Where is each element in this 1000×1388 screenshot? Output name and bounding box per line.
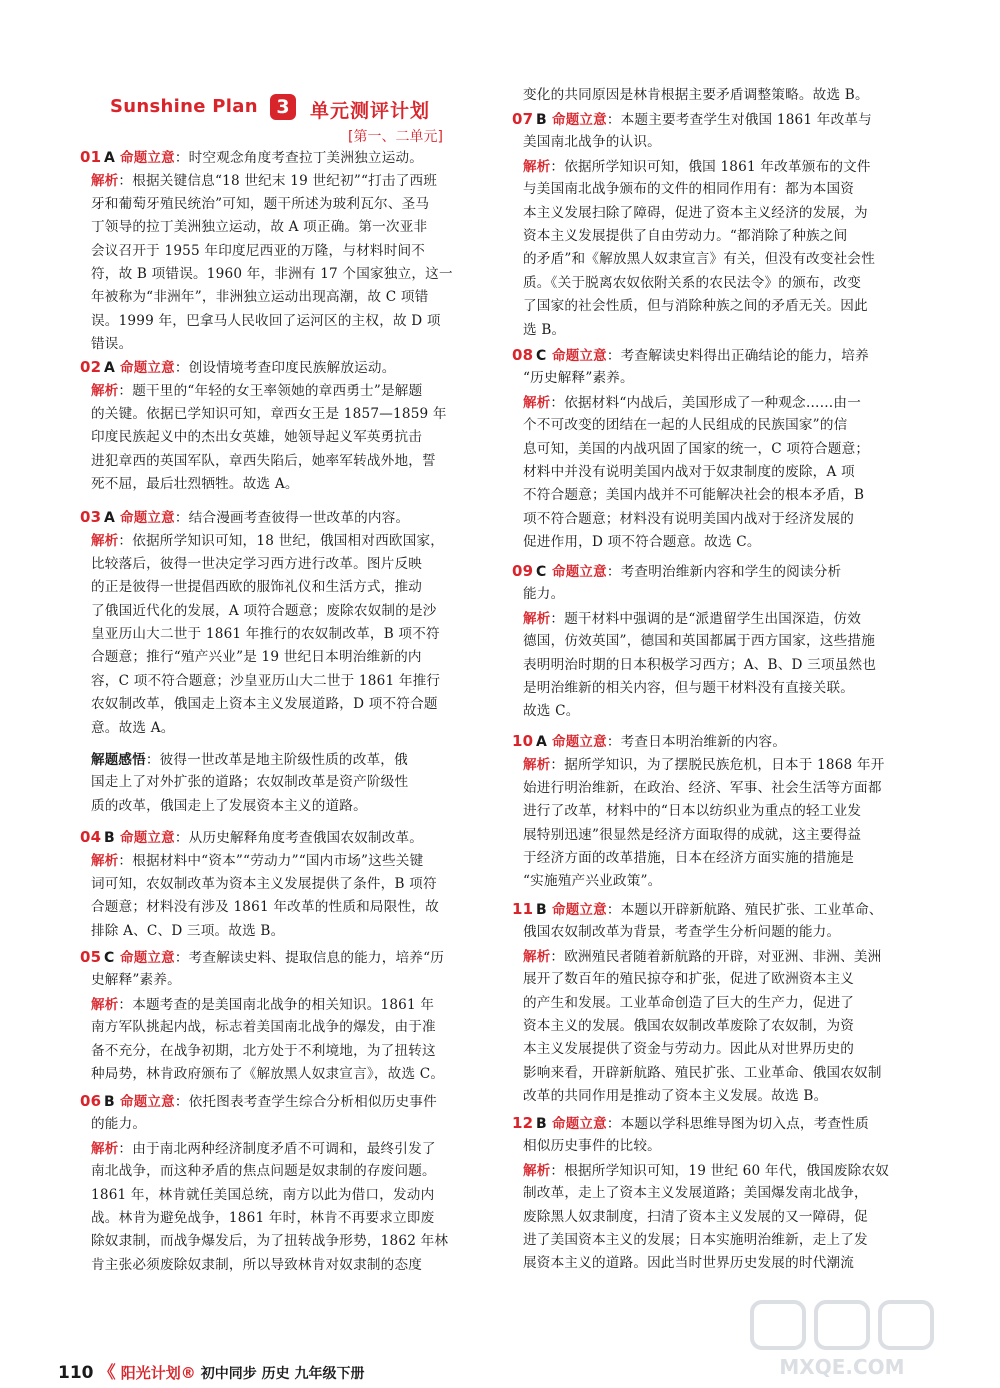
brand-name: 阳光计划® [120,1364,196,1382]
text-line [80,146,480,169]
topic-label: 命题立意 [552,734,607,750]
answer-letter: B [536,1116,547,1132]
text-line [512,607,940,630]
topic-text: 创设情境考查印度民族解放运动。 [188,360,396,376]
analysis-text: 德国，仿效英国”，德国和英国都属于西方国家，这些措施 [523,633,875,650]
topic-text: 考查明治维新内容和学生的阅读分析 [620,564,842,580]
question-item [512,344,940,555]
banner-title-cn: 单元测评计划 [310,100,431,122]
text-line [80,1160,480,1183]
analysis-text: 选 B。 [523,321,566,338]
insight-text: 彼得一世改革是地主阶级性质的改革，俄 [159,751,408,768]
text-line [80,600,480,623]
analysis-text: 依据材料“内战后，美国形成了一种观念……由一 [564,394,862,411]
text-line [512,225,940,248]
topic-label: 命题立意 [120,510,175,526]
analysis-text: 比较落后，彼得一世决定学习西方进行改革。图片反映 [91,555,423,572]
analysis-text: 展特别迅速”很显然是经济方面取得的成就，这主要得益 [523,826,862,843]
analysis-label: 解析 [91,383,119,400]
label-colon: ： [174,1094,189,1110]
analysis-text: 本主义发展扫除了障碍，促进了资本主义经济的发展，为 [523,204,868,221]
topic-label: 命题立意 [120,830,175,846]
analysis-text: 质。《关于脱离农奴依附关系的农民法令》的颁布，改变 [523,274,862,291]
text-line [80,240,480,263]
question-item [512,898,940,1109]
question-number: 05 [80,948,102,966]
text-line [512,753,940,776]
question-item [512,84,940,107]
analysis-text: 项不符合题意；材料没有说明美国内战对于经济发展的 [523,510,855,527]
analysis-text: 丁领导的拉丁美洲独立运动，故 A 项正确。第一次亚非 [91,219,428,236]
text-line [512,730,940,753]
text-line [512,968,940,991]
analysis-text: 死不屈，最后壮烈牺牲。故选 A。 [91,475,299,492]
text-line [512,847,940,870]
page-number: 110 [58,1363,94,1383]
text-line [512,1252,940,1275]
analysis-text: 进了美国资本主义的发展；日本实施明治维新，走上了发 [523,1231,868,1248]
answer-letter: B [104,1094,115,1110]
text-line [80,1184,480,1207]
analysis-text: 的产生和发展。工业革命创造了巨大的生产力，促进了 [523,994,855,1011]
text-line [512,870,940,893]
label-colon: ： [550,158,565,175]
analysis-text: 1861 年，林肯就任美国总统，南方以此为借口，发动内 [91,1186,435,1203]
question-number: 03 [80,508,102,526]
question-number: 01 [80,148,102,166]
banner-subtitle: [第一、二单元] [348,129,443,145]
topic-text: 结合漫画考查彼得一世改革的内容。 [188,510,410,526]
analysis-text: 由于南北两种经济制度矛盾不可调和，最终引发了 [132,1140,436,1157]
question-item [80,826,480,943]
analysis-text: 本题考查的是美国南北战争的相关知识。1861 年 [132,996,435,1013]
text-line [80,1254,480,1277]
text-line [80,379,480,402]
analysis-text: 进犯章西的英国军队，章西失陷后，她率军转战外地，誓 [91,452,436,469]
text-line [80,993,480,1016]
label-colon: ： [118,853,133,870]
analysis-text: 符，故 B 项错误。1960 年，非洲有 17 个国家独立，这一 [91,265,453,282]
question-number: 09 [512,562,534,580]
label-colon: ： [606,348,621,364]
text-line [512,108,940,131]
question-item [80,146,480,357]
topic-label: 命题立意 [120,1094,175,1110]
analysis-text: 了国家的社会性质，但与消除种族之间的矛盾无关。因此 [523,298,868,315]
analysis-text: 词可知，农奴制改革为资本主义发展提供了条件，B 项符 [91,875,437,892]
topic-text: “历史解释”素养。 [523,370,634,387]
topic-label: 命题立意 [120,950,175,966]
text-line [512,344,940,367]
analysis-text: 进行了改革，材料中的“日本以纺织业为重点的轻工业发 [523,803,862,820]
text-line [80,920,480,943]
question-number: 10 [512,732,534,750]
question-number: 08 [512,346,534,364]
topic-text: 从历史解释角度考查俄国农奴制改革。 [188,830,424,846]
analysis-text: 材料中并没有说明美国内战对于奴隶制度的废除，A 项 [523,463,855,480]
analysis-text: 题干材料中强调的是“派遣留学生出国深造，仿效 [564,610,862,627]
label-colon: ： [174,510,189,526]
analysis-text: 不符合题意；美国内战并不可能解决社会的根本矛盾，B [523,487,865,504]
text-line [512,1015,940,1038]
label-colon: ： [118,533,133,550]
answer-letter: A [104,150,116,166]
question-number: 11 [512,900,534,918]
analysis-text: 故选 C。 [523,703,580,720]
analysis-label: 解析 [91,173,119,190]
analysis-text: 的正是彼得一世提倡西欧的服饰礼仪和生活方式，推动 [91,579,423,596]
topic-text: 考查解读史料、提取信息的能力，培养“历 [188,950,445,966]
analysis-text: 息可知，美国的内战巩固了国家的统一，C 项符合题意； [523,440,870,457]
text-line [80,193,480,216]
insight-text: 国走上了对外扩张的道路；农奴制改革是资产阶级性 [91,774,409,791]
text-line [512,800,940,823]
analysis-label: 解析 [523,1162,551,1179]
text-line [80,693,480,716]
text-line [80,670,480,693]
question-item [512,108,940,342]
analysis-text: 是明治维新的相关内容，但与题干材料没有直接关联。 [523,679,855,696]
answer-letter: C [104,950,115,966]
question-number: 04 [80,828,102,846]
text-line [512,178,940,201]
insight-label: 解题感悟 [91,751,146,768]
topic-text: 考查解读史料得出正确结论的能力，培养 [620,348,869,364]
text-line [80,1063,480,1086]
analysis-label: 解析 [91,853,119,870]
text-line [512,508,940,531]
answer-letter: B [536,112,547,128]
label-colon: ： [606,902,621,918]
analysis-text: 展资本主义的道路。因此当时世界历史发展的时代潮流 [523,1255,855,1272]
topic-label: 命题立意 [552,902,607,918]
unit-banner [110,96,470,145]
analysis-text: 资本主义发展提供了自由劳动力。“都消除了种族之间 [523,227,848,244]
analysis-text: “实施殖产兴业政策”。 [523,873,662,890]
analysis-label: 解析 [523,948,551,965]
analysis-label: 解析 [91,1140,119,1157]
text-line [512,630,940,653]
analysis-text: 废除黑人奴隶制度，扫清了资本主义发展的又一障碍，促 [523,1208,868,1225]
text-line [512,295,940,318]
text-line [512,1062,940,1085]
analysis-text: 肯主张必须废除奴隶制，所以导致林肯对奴隶制的态度 [91,1256,423,1273]
analysis-text: 于经济方面的改革措施，日本在经济方面实施的措施是 [523,849,855,866]
text-line [80,403,480,426]
text-line [512,531,940,554]
analysis-text: 促进作用，D 项不符合题意。故选 C。 [523,534,761,551]
text-line [80,826,480,849]
text-line [80,1016,480,1039]
analysis-text: 展开了数百年的殖民掠夺和扩张，促进了欧洲资本主义 [523,971,855,988]
text-line [80,771,480,794]
topic-text: 本题主要考查学生对俄国 1861 年改革与 [620,112,872,128]
topic-text: 考查日本明治维新的内容。 [620,734,787,750]
text-line [80,795,480,818]
topic-label: 命题立意 [552,1116,607,1132]
analysis-text: 容，C 项不符合题意；沙皇亚历山大二世于 1861 年推行 [91,672,441,689]
analysis-text: 变化的共同原因是林肯根据主要矛盾调整策略。故选 B。 [523,87,869,103]
text-line [80,1207,480,1230]
label-colon: ： [174,360,189,376]
label-colon: ： [174,150,189,166]
label-colon: ： [550,610,565,627]
chevron-icon: 《 [98,1363,116,1383]
text-line [80,310,480,333]
text-line [512,560,940,583]
text-line [512,461,940,484]
label-colon: ： [550,757,565,774]
book-title: 初中同步 历史 九年级下册 [200,1366,365,1382]
analysis-label: 解析 [523,394,551,411]
text-line [80,849,480,872]
analysis-text: 误。1999 年，巴拿马人民收回了运河区的主权，故 D 项 [91,312,441,329]
text-line [512,945,940,968]
question-item [80,946,480,1086]
label-colon: ： [606,1116,621,1132]
analysis-text: 年被称为“非洲年”，非洲独立运动出现高潮，故 C 项错 [91,289,429,306]
analysis-label: 解析 [91,533,119,550]
text-line [512,654,940,677]
analysis-text: 合题意；推行“殖产兴业”是 19 世纪日本明治维新的内 [91,649,422,666]
text-line [512,1038,940,1061]
analysis-text: 除奴隶制，而战争爆发后，为了扭转战争形势，1862 年林 [91,1233,449,1250]
text-line [512,1085,940,1108]
text-line [512,367,940,390]
analysis-label: 解析 [523,610,551,627]
topic-text: 俄国农奴制改革为背景，考查学生分析问题的能力。 [523,924,841,941]
analysis-text: 印度民族起义中的杰出女英雄，她领导起义军英勇抗击 [91,429,423,446]
topic-text: 本题以学科思维导图为切入点，考查性质 [620,1116,869,1132]
text-line [512,992,940,1015]
question-item [512,1112,940,1276]
text-line [512,155,940,178]
text-line [80,450,480,473]
label-colon: ： [606,734,621,750]
label-colon: ： [174,830,189,846]
analysis-text: 根据关键信息“18 世纪末 19 世纪初”“打击了西班 [132,173,438,190]
topic-text: 美国南北战争的认识。 [523,134,661,151]
analysis-text: 了俄国近代化的发展，A 项符合题意；废除农奴制的是沙 [91,602,437,619]
text-line [512,202,940,225]
answer-letter: A [104,360,116,376]
text-line [80,426,480,449]
analysis-text: 个不可改变的团结在一起的人民组成的民族国家”的信 [523,417,848,434]
label-colon: ： [550,394,565,411]
text-line [512,898,940,921]
label-colon: ： [550,948,565,965]
text-line [80,623,480,646]
analysis-text: 改革的共同作用是推动了资本主义发展。故选 B。 [523,1088,828,1105]
question-item [512,730,940,894]
text-line [80,216,480,239]
label-colon: ： [118,383,133,400]
text-line [80,646,480,669]
analysis-label: 解析 [91,996,119,1013]
topic-text: 时空观念角度考查拉丁美洲独立运动。 [188,150,424,166]
analysis-text: 制改革，走上了资本主义发展道路；美国爆发南北战争， [523,1185,868,1202]
text-line [80,576,480,599]
analysis-text: 根据所学知识可知，19 世纪 60 年代，俄国废除农奴 [564,1162,890,1179]
text-line [512,272,940,295]
text-line [80,506,480,529]
text-line [80,946,480,969]
analysis-text: 备不充分，在战争初期，北方处于不利境地，为了扭转这 [91,1042,436,1059]
banner-title-en: Sunshine Plan [110,96,258,117]
answer-letter: B [536,902,547,918]
text-line [80,1230,480,1253]
analysis-text: 依据所学知识可知，俄国 1861 年改革颁布的文件 [564,158,871,175]
text-line [512,700,940,723]
text-line [80,896,480,919]
text-line [80,1090,480,1113]
text-line [512,1112,940,1135]
question-item [80,506,480,818]
insight-text: 质的改革，俄国走上了发展资本主义的道路。 [91,797,367,814]
analysis-text: 排除 A、C、D 三项。故选 B。 [91,922,285,939]
label-colon: ： [550,1162,565,1179]
text-line [80,356,480,379]
text-line [512,677,940,700]
question-number: 12 [512,1114,534,1132]
analysis-text: 会议召开于 1955 年印度尼西亚的万隆，与材料时间不 [91,242,426,259]
analysis-text: 南北战争，而这种矛盾的焦点问题是奴隶制的存废问题。 [91,1163,436,1180]
analysis-text: 皇亚历山大二世于 1861 年推行的农奴制改革，B 项不符 [91,625,440,642]
topic-label: 命题立意 [120,150,175,166]
answer-letter: B [104,830,115,846]
question-item [80,1090,480,1277]
text-line [80,333,480,356]
text-line [512,921,940,944]
label-colon: ： [606,564,621,580]
text-line [512,583,940,606]
topic-text: 依托图表考查学生综合分析相似历史事件 [188,1094,437,1110]
topic-label: 命题立意 [552,348,607,364]
text-line [512,1159,940,1182]
topic-text: 本题以开辟新航路、殖民扩张、工业革命、 [620,902,883,918]
text-line [512,131,940,154]
analysis-text: 牙和葡萄牙殖民统治”可知，题干所述为玻利瓦尔、圣马 [91,195,430,212]
analysis-text: 的关键。依据已学知识可知，章西女王是 1857—1859 年 [91,405,447,422]
text-line [80,529,480,552]
analysis-text: 种局势，林肯政府颁布了《解放黑人奴隶宣言》，故选 C。 [91,1065,445,1082]
analysis-text: 资本主义的发展。俄国农奴制改革废除了农奴制，为资 [523,1017,855,1034]
analysis-text: 错误。 [91,336,133,353]
text-line [80,1040,480,1063]
text-line [80,969,480,992]
answer-letter: A [104,510,116,526]
text-line [512,414,940,437]
question-number: 06 [80,1092,102,1110]
analysis-text: 南方军队挑起内战，标志着美国南北战争的爆发，由于准 [91,1019,436,1036]
page-footer [58,1358,365,1383]
text-line [80,553,480,576]
answer-letter: A [536,734,548,750]
text-line [512,1206,940,1229]
analysis-text: 的矛盾”和《解放黑人奴隶宣言》有关，但没有改变社会性 [523,251,875,268]
analysis-text: 始进行明治维新，在政治、经济、军事、社会生活等方面都 [523,779,882,796]
text-line [512,438,940,461]
label-colon: ： [174,950,189,966]
analysis-text: 影响来看，开辟新航路、殖民扩张、工业革命、俄国农奴制 [523,1064,882,1081]
topic-text: 的能力。 [91,1116,147,1133]
text-line [512,248,940,271]
label-colon: ： [118,1140,133,1157]
text-line [512,84,940,107]
text-line [512,824,940,847]
analysis-text: 据所学知识，为了摆脱民族危机，日本于 1868 年开 [564,757,885,774]
topic-text: 史解释”素养。 [91,972,181,989]
text-line [512,1182,940,1205]
text-line [512,1229,940,1252]
analysis-text: 意。故选 A。 [91,719,175,736]
text-line [512,391,940,414]
text-line [80,286,480,309]
question-number: 07 [512,110,534,128]
answer-letter: C [536,348,547,364]
text-line [512,319,940,342]
analysis-text: 与美国南北战争颁布的文件的相同作用有：都为本国资 [523,181,855,198]
topic-text: 能力。 [523,586,565,603]
topic-text: 相似历史事件的比较。 [523,1138,661,1155]
insight-line [80,748,480,771]
label-colon: ： [145,751,160,768]
text-line [512,484,940,507]
answer-letter: C [536,564,547,580]
analysis-text: 本主义发展提供了资金与劳动力。因此从对世界历史的 [523,1041,855,1058]
text-line [80,169,480,192]
analysis-text: 依据所学知识可知，18 世纪，俄国相对西欧国家， [132,533,445,550]
text-line [80,873,480,896]
question-item [80,356,480,496]
text-line [80,263,480,286]
analysis-text: 农奴制改革，俄国走上资本主义发展道路，D 项不符合题 [91,696,438,713]
text-line [512,777,940,800]
text-line [80,473,480,496]
analysis-text: 表明明治时期的日本积极学习西方；A、B、D 三项虽然也 [523,656,877,673]
analysis-text: 题干里的“年轻的女王率领她的章西勇士”是解题 [132,383,423,400]
label-colon: ： [606,112,621,128]
label-colon: ： [118,173,133,190]
banner-unit-number: 3 [270,94,296,120]
topic-label: 命题立意 [552,564,607,580]
topic-label: 命题立意 [552,112,607,128]
text-line [80,1137,480,1160]
analysis-label: 解析 [523,757,551,774]
analysis-label: 解析 [523,158,551,175]
text-line [512,1135,940,1158]
watermark-text: MXQE.COM [779,1355,905,1379]
text-line [80,1113,480,1136]
topic-label: 命题立意 [120,360,175,376]
text-line [80,717,480,740]
analysis-text: 合题意；材料没有涉及 1861 年改革的性质和局限性，故 [91,899,439,916]
answer-stamp-icon [742,1296,942,1380]
analysis-text: 欧洲殖民者随着新航路的开辟，对亚洲、非洲、美洲 [564,948,882,965]
question-item [512,560,940,724]
label-colon: ： [118,996,133,1013]
question-number: 02 [80,358,102,376]
analysis-text: 战。林肯为避免战争，1861 年时，林肯不再要求立即废 [91,1209,435,1226]
analysis-text: 根据材料中“资本”“劳动力”“国内市场”这些关键 [132,853,424,870]
